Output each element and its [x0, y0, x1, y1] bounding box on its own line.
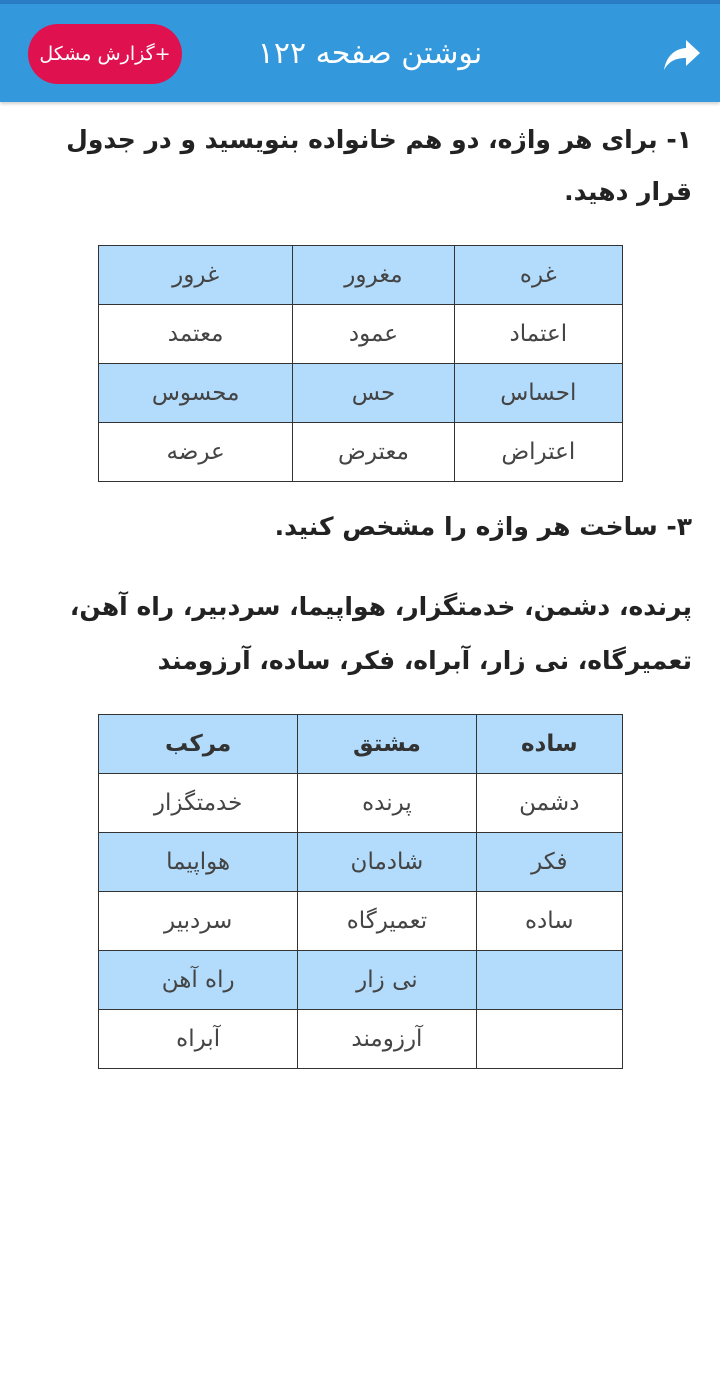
report-problem-button[interactable]: +گزارش مشکل [28, 24, 182, 84]
word-family-table [98, 245, 623, 482]
table-cell: تعمیرگاه [298, 892, 476, 951]
table-row [99, 1010, 623, 1069]
table-cell: اعتراض [454, 423, 622, 482]
table-cell: مغرور [293, 246, 454, 305]
table-cell: فکر [476, 833, 622, 892]
table-cell [476, 1010, 622, 1069]
table-cell: معتمد [99, 305, 293, 364]
table-cell: هواپیما [99, 833, 298, 892]
table-cell: معترض [293, 423, 454, 482]
table-cell: ساده [476, 892, 622, 951]
word-structure-table [98, 714, 623, 1069]
table-cell: راه آهن [99, 951, 298, 1010]
table-row [99, 892, 623, 951]
column-header-compound: مرکب [99, 715, 298, 774]
table-header-row [99, 715, 623, 774]
question-1-text: ۱- برای هر واژه، دو هم خانواده بنویسید و در جدول قرار دهید. [66, 125, 692, 206]
question-3-text: ۳- ساخت هر واژه را مشخص کنید. [274, 512, 692, 541]
table-cell: خدمتگزار [99, 774, 298, 833]
table-cell: شادمان [298, 833, 476, 892]
table-row [99, 246, 623, 305]
word-list: پرنده، دشمن، خدمتگزار، هواپیما، سردبیر، راه آهن، تعمیرگاه، نی زار، آبراه، فکر، ساده، آرزومند [69, 592, 692, 675]
table-cell: محسوس [99, 364, 293, 423]
table-cell: سردبیر [99, 892, 298, 951]
page-content [0, 102, 720, 1380]
table-row [99, 833, 623, 892]
table-cell: آرزومند [298, 1010, 476, 1069]
table-cell: عمود [293, 305, 454, 364]
table-cell [476, 951, 622, 1010]
table-cell: غره [454, 246, 622, 305]
table-cell: احساس [454, 364, 622, 423]
table-cell: غرور [99, 246, 293, 305]
table-row [99, 423, 623, 482]
app-header [0, 4, 720, 102]
table-row [99, 305, 623, 364]
table-cell: پرنده [298, 774, 476, 833]
table-cell: آبراه [99, 1010, 298, 1069]
column-header-derived: مشتق [298, 715, 476, 774]
table-row [99, 774, 623, 833]
column-header-simple: ساده [476, 715, 622, 774]
table-cell: دشمن [476, 774, 622, 833]
share-icon[interactable] [662, 38, 702, 74]
table-cell: عرضه [99, 423, 293, 482]
page-title: نوشتن صفحه ۱۲۲ [257, 36, 483, 71]
table-cell: حس [293, 364, 454, 423]
table-row [99, 951, 623, 1010]
table-cell: نی زار [298, 951, 476, 1010]
table-cell: اعتماد [454, 305, 622, 364]
table-row [99, 364, 623, 423]
